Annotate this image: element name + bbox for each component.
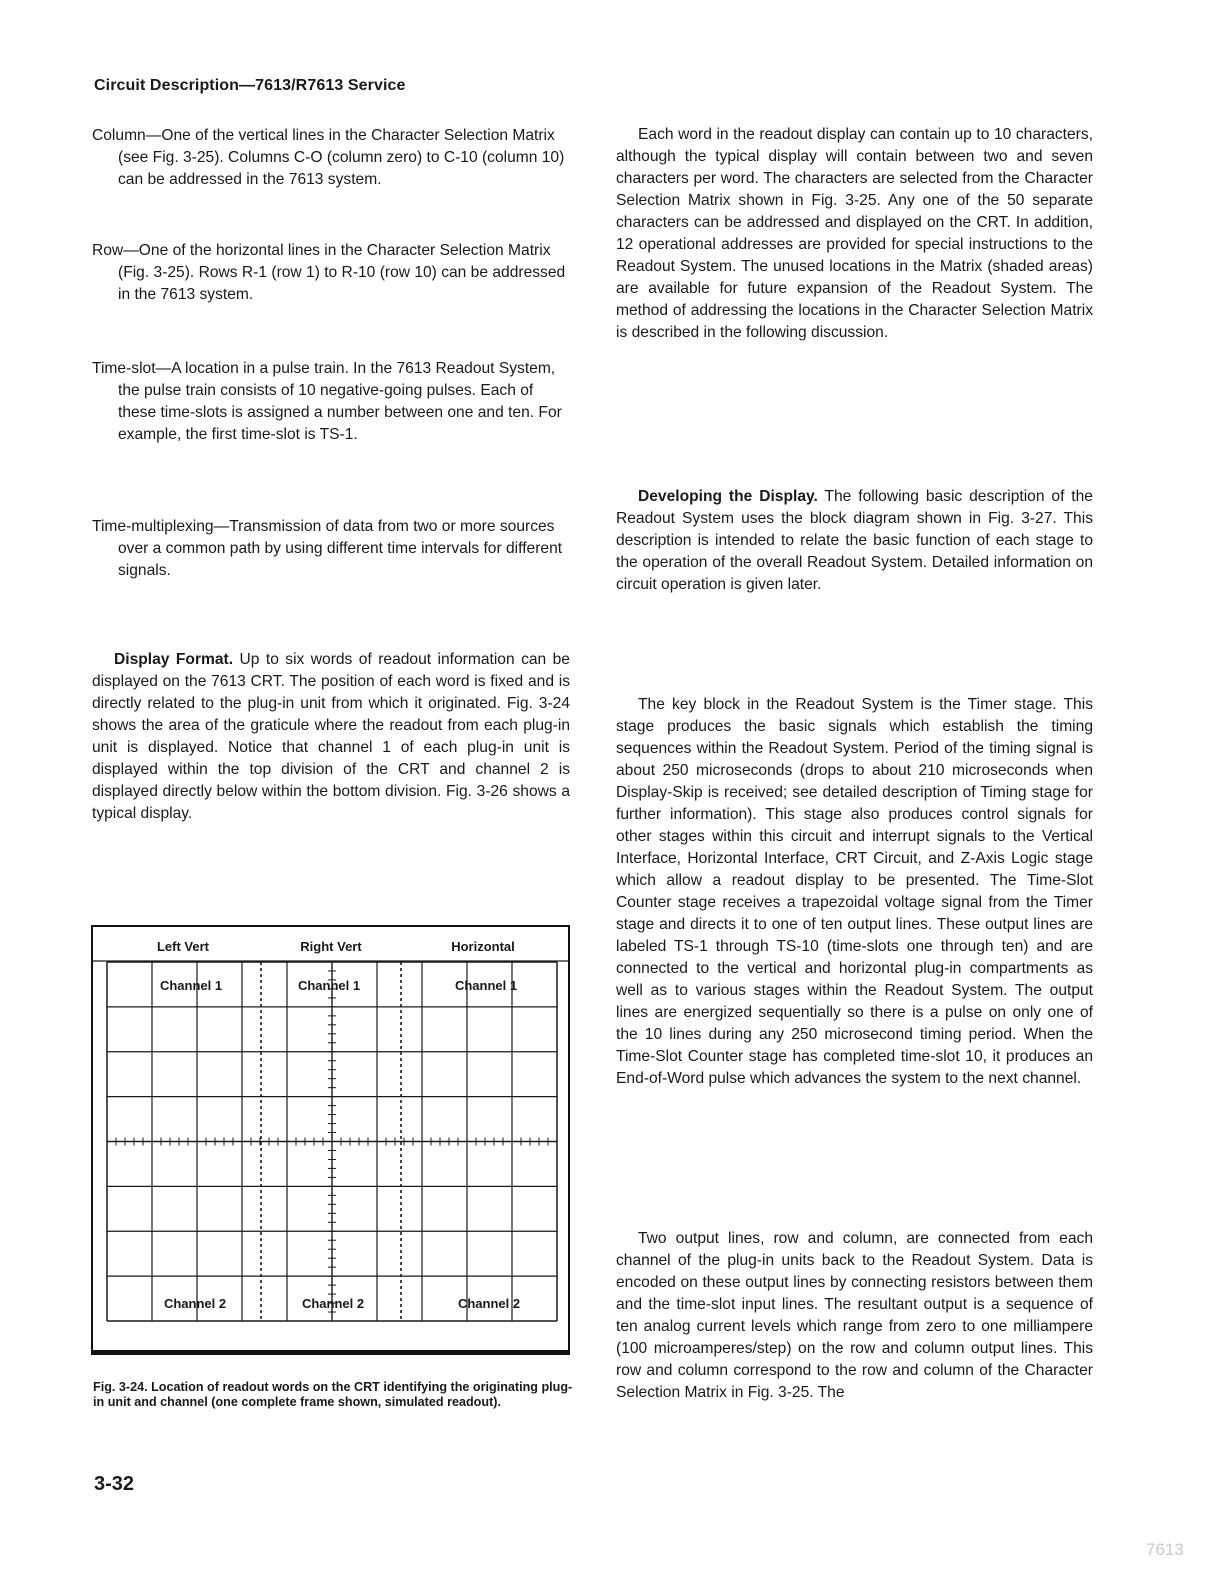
- developing-display-paragraph: [616, 486, 1093, 596]
- graticule-grid: [93, 961, 568, 1321]
- header-left-vert: Left Vert: [156, 939, 210, 954]
- channel-2-right-vert: Channel 2: [301, 1296, 365, 1311]
- channel-2-left-vert: Channel 2: [163, 1296, 227, 1311]
- developing-display-text: The following basic description of the Readout System uses the block diagram shown in Fig. 3-27. This description is intended to relate the basic function of each stage to the operation of the overall Readout System. Detailed information on circuit operation is given later.: [616, 488, 1093, 593]
- page-number: 3-32: [94, 1473, 135, 1495]
- figure-3-24: [91, 925, 570, 1355]
- header-right-vert: Right Vert: [300, 939, 362, 954]
- definition-column: [92, 125, 570, 191]
- channel-2-horizontal: Channel 2: [457, 1296, 521, 1311]
- channel-1-right-vert: Channel 1: [297, 978, 361, 993]
- display-format-paragraph: [92, 649, 570, 825]
- figure-caption: Fig. 3-24. Location of readout words on the CRT identifying the originating plug-in unit and channel (one complete frame shown, simulated readout).: [93, 1380, 573, 1409]
- crt-graticule-diagram: [93, 927, 568, 1350]
- display-format-text: Up to six words of readout information can be displayed on the 7613 CRT. The position of each word is fixed and is directly related to the plug-in unit from which it originated. Fig. 3-24 shows the area of the graticule where the readout from each plug-in unit is displayed. Notice that channel 1 of each plug-in unit is displayed within the top division of the CRT and channel 2 is displayed directly below within the bottom division. Fig. 3-26 shows a typical display.: [92, 651, 570, 822]
- header-horizontal: Horizontal: [451, 939, 515, 954]
- channel-1-left-vert: Channel 1: [159, 978, 223, 993]
- right-paragraph-3: The key block in the Readout System is the Timer stage. This stage produces the basic signals which establish the timing sequences within the Readout System. Period of the timing signal is about 250 microseconds (drops to about 210 microseconds when Display-Skip is received; see detailed description of Timing stage for further information). This stage also produces control signals for other stages within this circuit and interrupt signals to the Vertical Interface, Horizontal Interface, CRT Circuit, and Z-Axis Logic stage which allow a readout display to be presented. The Time-Slot Counter stage receives a trapezoidal voltage signal from the Timer stage and directs it to one of ten output lines. These output lines are labeled TS-1 through TS-10 (time-slots one through ten) and are connected to the vertical and horizontal plug-in compartments as well as to various stages within the Readout System. The output lines are energized sequentially so there is a pulse on only one of the 10 lines during any 250 microsecond timing period. When the Time-Slot Counter stage has completed time-slot 10, it produces an End-of-Word pulse which advances the system to the next channel.: [616, 696, 1093, 1087]
- channel-1-horizontal: Channel 1: [454, 978, 518, 993]
- definition-text: Row—One of the horizontal lines in the Character Selection Matrix (Fig. 3-25). Rows R-1 (row 1) to R-10 (row 10) can be addressed in the 7613 system.: [92, 242, 566, 303]
- definition-text: Time-slot—A location in a pulse train. In the 7613 Readout System, the pulse train consists of 10 negative-going pulses. Each of these time-slots is assigned a number between one and ten. For example, the first time-slot is TS-1.: [92, 360, 562, 443]
- definition-time-multiplexing: [92, 516, 570, 582]
- definition-text: Time-multiplexing—Transmission of data from two or more sources over a common path by using different time intervals for different signals.: [92, 518, 563, 579]
- right-paragraph-1: Each word in the readout display can contain up to 10 characters, although the typical display will contain between two and seven characters per word. The characters are selected from the Character Selection Matrix shown in Fig. 3-25. Any one of the 50 separate characters can be addressed and displayed on the CRT. In addition, 12 operational addresses are provided for special instructions to the Readout System. The unused locations in the Matrix (shaded areas) are available for future expansion of the Readout System. The method of addressing the locations in the Character Selection Matrix is described in the following discussion.: [616, 126, 1093, 341]
- display-format-heading: Display Format.: [114, 651, 234, 668]
- right-paragraph-4: Two output lines, row and column, are connected from each channel of the plug-in units back to the Readout System. Data is encoded on these output lines by connecting resistors between them and the time-slot input lines. The resultant output is a sequence of ten analog current levels which range from zero to one milliampere (100 microamperes/step) on the row and column output lines. This row and column correspond to the row and column of the Character Selection Matrix in Fig. 3-25. The: [616, 1230, 1093, 1401]
- watermark: 7613: [1146, 1540, 1184, 1559]
- page-header: Circuit Description—7613/R7613 Service: [94, 77, 406, 94]
- definition-row: [92, 240, 570, 306]
- definition-text: Column—One of the vertical lines in the Character Selection Matrix (see Fig. 3-25). Columns C-O (column zero) to C-10 (column 10) can be addressed in the 7613 system.: [92, 127, 565, 188]
- definition-time-slot: [92, 358, 570, 446]
- developing-display-heading: Developing the Display.: [638, 488, 818, 505]
